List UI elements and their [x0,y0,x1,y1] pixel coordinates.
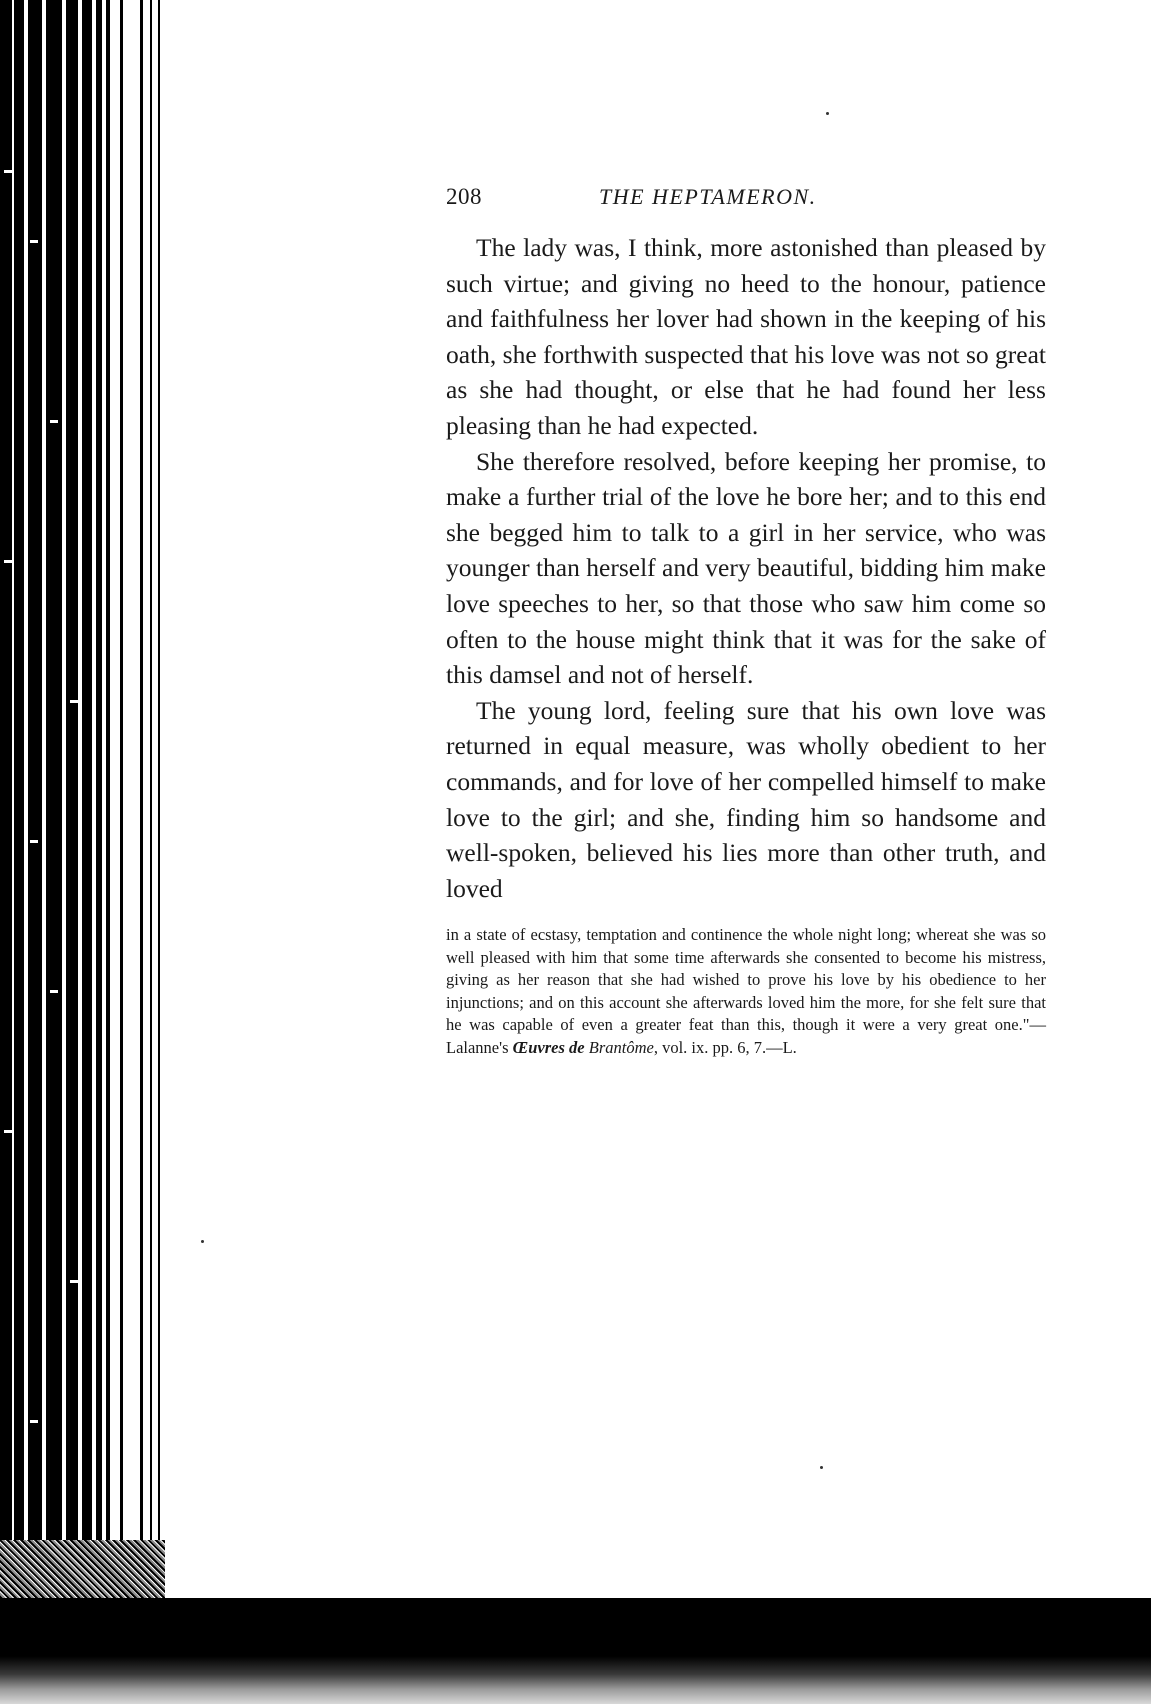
gutter-speck [70,1280,78,1283]
body-text [446,230,1046,906]
gutter-shadow [120,0,123,1600]
book-gutter [0,0,165,1704]
gutter-shadow [158,0,160,1600]
footnote-work-title: Œuvres de [512,1037,585,1057]
gutter-speck [30,840,38,843]
gutter-shadow [150,0,152,1600]
footnote-body: in a state of ecstasy, temptation and continence the whole night long; whereat she was so well pleased with him that some time afterwards she consented to become his mistress, giving as her reason that she had wished to prove his love by his obedience to her injunctions; and on this account she afterwards loved him the more, for she felt sure that he was capable of even a greater feat than this, though it were a very great one."—Lalanne's [446,925,1046,1057]
gutter-shadow [96,0,102,1600]
page-number: 208 [446,184,482,209]
gutter-shadow [46,0,62,1600]
page-bottom-edge [0,1598,1151,1704]
paragraph: She therefore resolved, before keeping her promise, to make a further trial of the love he bore her; and to this end she begged him to talk to a girl in her service, who was younger than herself and very beautiful, bidding him make love speeches to her, so that those who saw him come so often to the house might think that it was for the sake of this damsel and not of herself. [446,446,1046,690]
gutter-speck [70,700,78,703]
paragraph: The young lord, feeling sure that his own love was returned in equal measure, was wholly obedient to her commands, and for love of her compelled himself to make love to the girl; and she, finding him so handsome and well-spoken, believed his lies more than other truth, and loved [446,695,1046,903]
gutter-speck [50,990,58,993]
gutter-speck [30,1420,38,1423]
running-head [446,180,1046,220]
gutter-speck [30,240,38,243]
gutter-speck [4,170,12,173]
scan-speck [820,1466,823,1469]
footnote [446,924,1046,1059]
footnote-text [446,924,1046,1059]
gutter-speck [4,560,12,563]
footnote-citation: , vol. ix. pp. 6, 7.—L. [653,1037,797,1057]
gutter-speck [4,1130,12,1133]
scan-speck [201,1240,204,1243]
scan-speck [826,112,829,115]
paragraph: The lady was, I think, more astonished than pleased by such virtue; and giving no heed to the honour, patience and faithfulness her lover had shown in the keeping of his oath, she forthwith suspected that his love was not so great as she had thought, or else that he had found her less pleasing than he had expected. [446,233,1046,440]
gutter-shadow [0,0,12,1600]
running-title: THE HEPTAMERON. [599,184,817,209]
gutter-shadow [140,0,143,1600]
gutter-shadow [106,0,110,1600]
gutter-shadow [14,0,24,1600]
book-page [446,180,1046,1059]
gutter-speck [50,420,58,423]
gutter-shadow [82,0,92,1600]
footnote-work-title-2: Brantôme [588,1037,654,1057]
gutter-shadow [66,0,78,1600]
